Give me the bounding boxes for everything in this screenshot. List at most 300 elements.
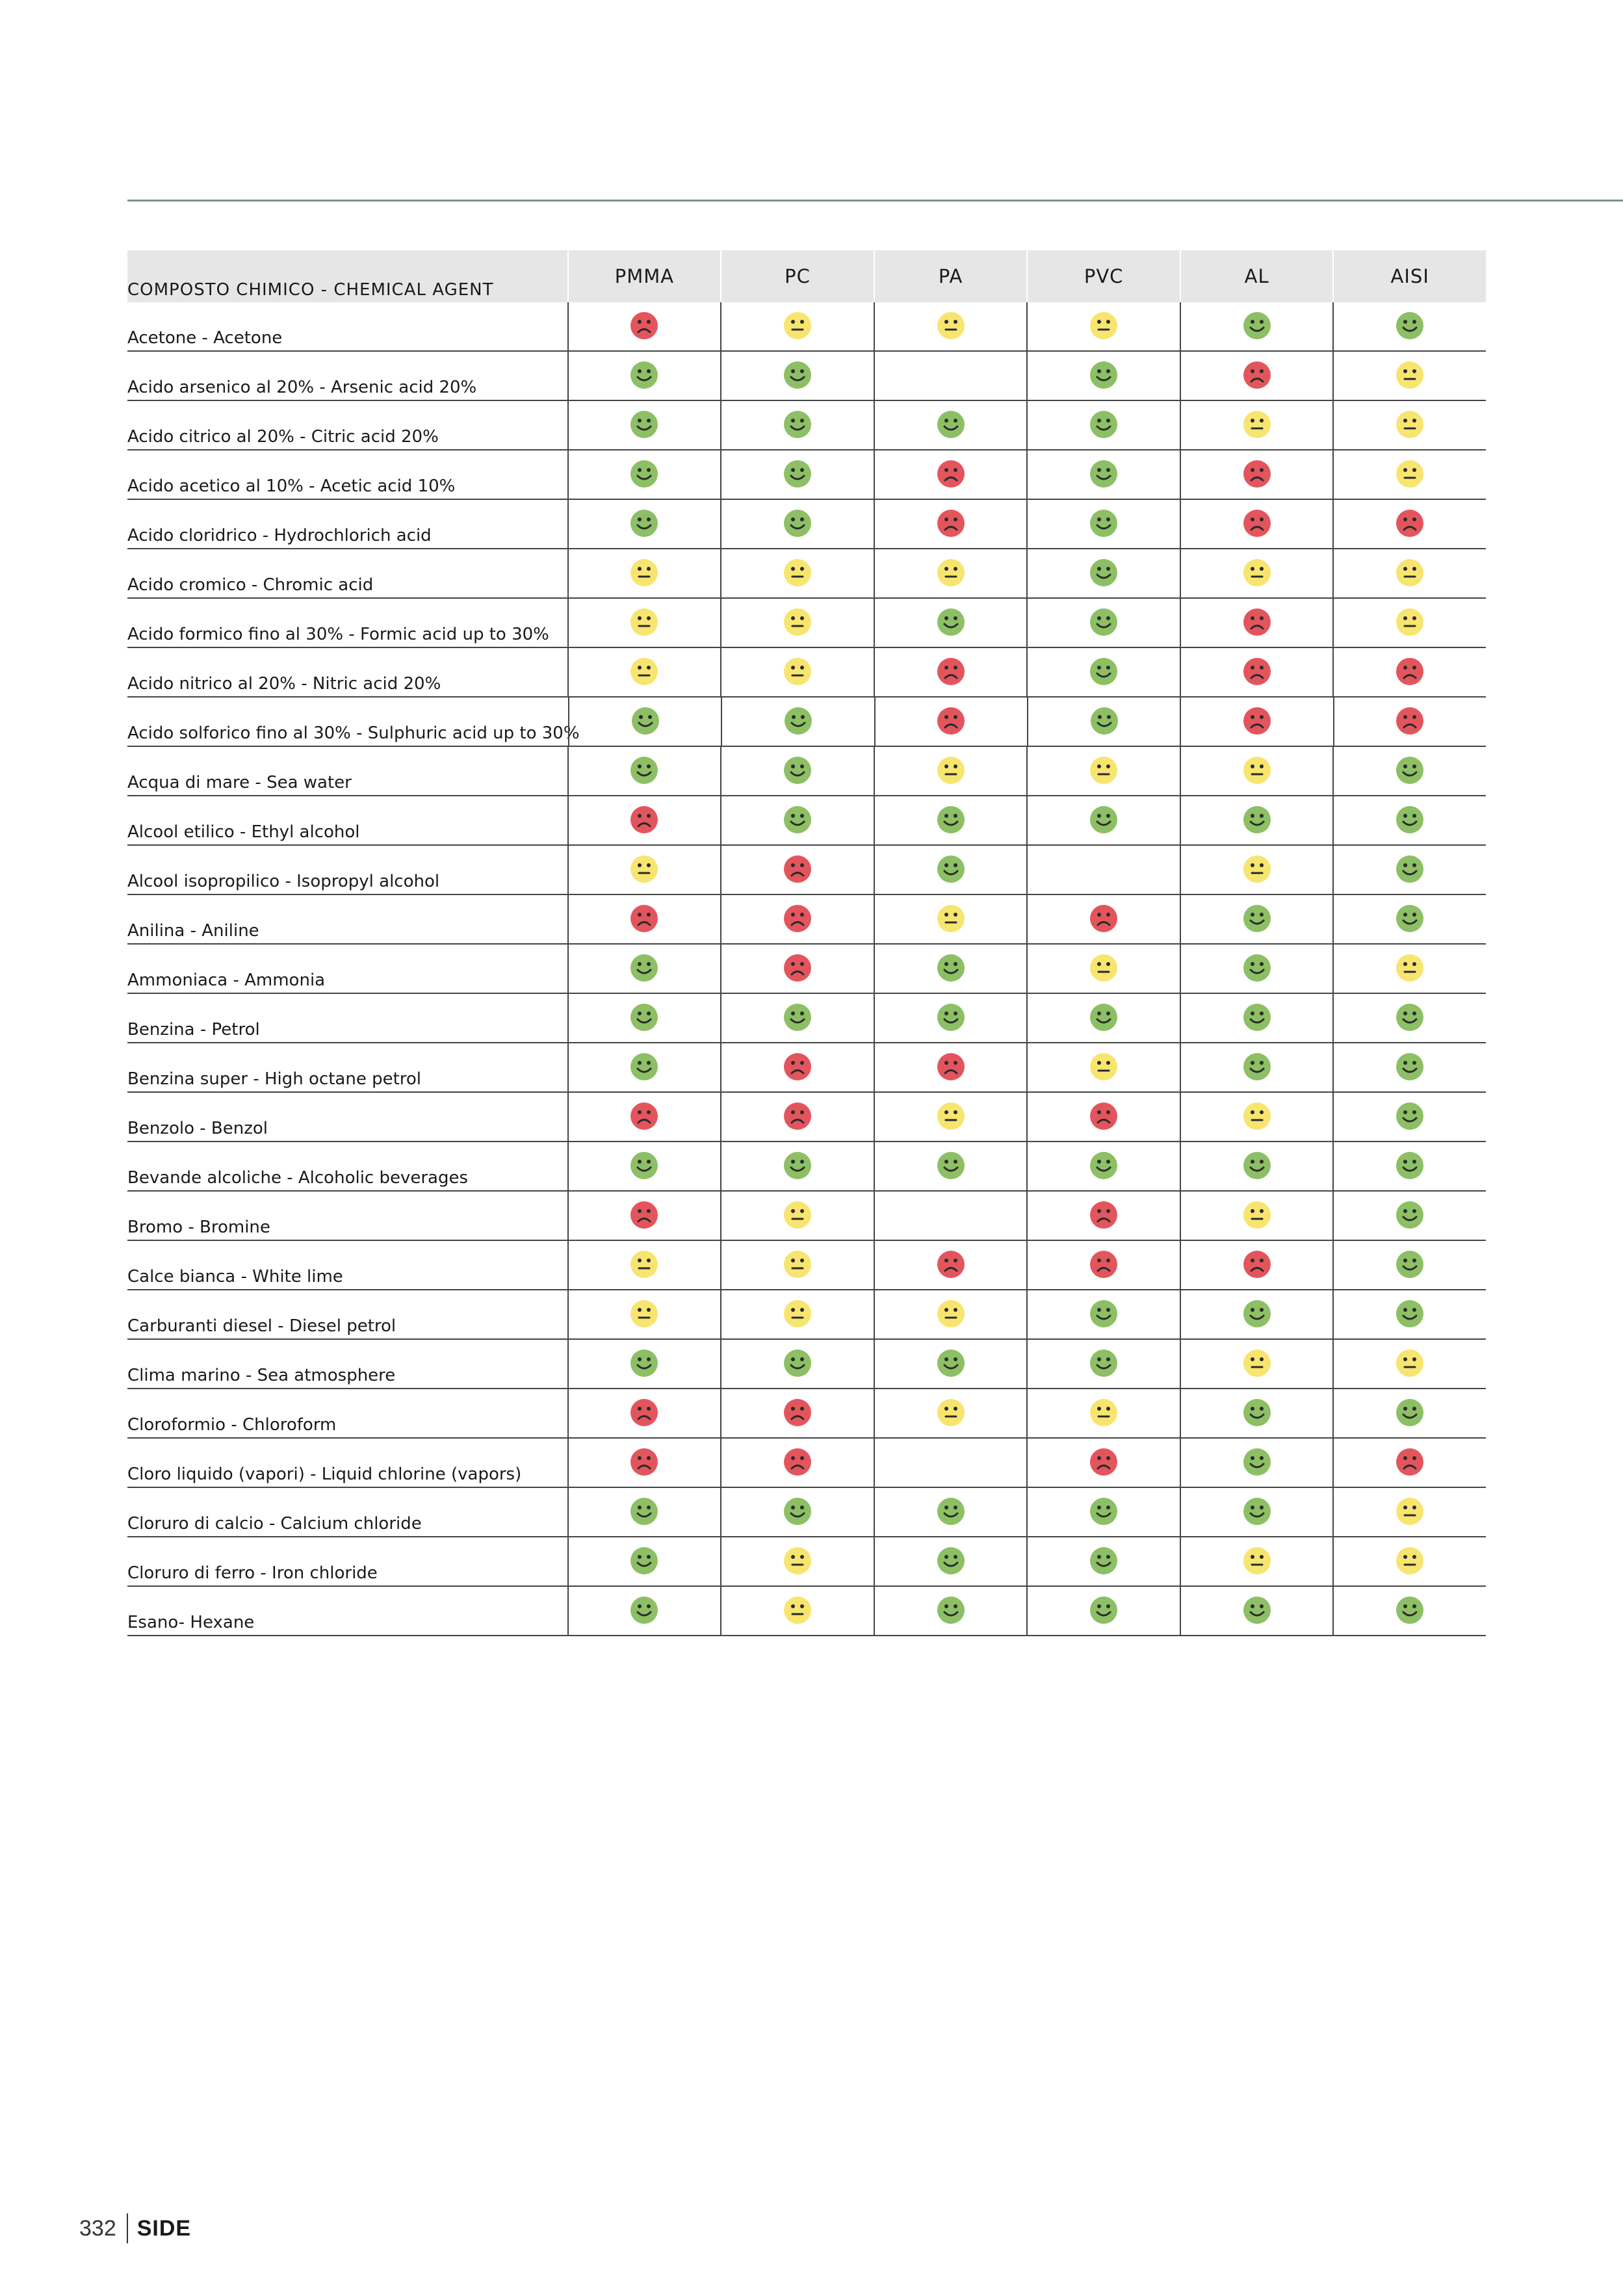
brand-logo: SIDE xyxy=(136,2215,192,2241)
top-divider xyxy=(127,200,1623,202)
rating-cell xyxy=(720,796,874,844)
rating-cell xyxy=(1332,994,1486,1042)
medium-face-icon xyxy=(1089,311,1119,341)
rating-cell xyxy=(567,1241,721,1289)
medium-face-icon xyxy=(1395,1348,1425,1378)
good-face-icon xyxy=(629,1348,659,1378)
rating-cell xyxy=(1026,1439,1180,1487)
good-face-icon xyxy=(629,1052,659,1082)
rating-cell xyxy=(1026,1241,1180,1289)
rating-cell xyxy=(720,1290,874,1338)
rating-cell xyxy=(720,846,874,894)
rating-cell xyxy=(1332,549,1486,597)
rating-cell xyxy=(874,1142,1027,1190)
rating-cell xyxy=(1180,648,1333,696)
chemical-name: Acetone - Acetone xyxy=(127,328,283,348)
good-face-icon xyxy=(783,706,813,736)
medium-face-icon xyxy=(1242,854,1272,884)
rating-cell xyxy=(1026,1340,1180,1388)
rating-cell xyxy=(1180,1043,1333,1091)
rating-cell xyxy=(1332,747,1486,795)
good-face-icon xyxy=(936,410,966,439)
chemical-name: Acido cloridrico - Hydrochlorich acid xyxy=(127,526,432,545)
good-face-icon xyxy=(936,1496,966,1526)
rating-cell xyxy=(1332,945,1486,993)
chemical-name: Clima marino - Sea atmosphere xyxy=(127,1366,396,1385)
medium-face-icon xyxy=(783,558,812,588)
bad-face-icon xyxy=(1242,1249,1272,1279)
bad-face-icon xyxy=(936,1249,966,1279)
good-face-icon xyxy=(1395,1101,1425,1131)
rating-cell xyxy=(720,1488,874,1536)
rating-cell xyxy=(1180,994,1333,1042)
bad-face-icon xyxy=(936,657,966,686)
good-face-icon xyxy=(629,953,659,983)
chemical-name: Esano- Hexane xyxy=(127,1613,255,1632)
rating-cell xyxy=(874,648,1027,696)
bad-face-icon xyxy=(629,1101,659,1131)
good-face-icon xyxy=(1089,1299,1119,1329)
medium-face-icon xyxy=(1089,1052,1119,1082)
rating-cell xyxy=(1180,1488,1333,1536)
good-face-icon xyxy=(936,854,966,884)
rating-cell xyxy=(874,599,1027,647)
good-face-icon xyxy=(1242,1496,1272,1526)
rating-cell xyxy=(720,1439,874,1487)
bad-face-icon xyxy=(1089,1249,1119,1279)
rating-cell xyxy=(567,945,721,993)
chemical-name: Acqua di mare - Sea water xyxy=(127,773,352,792)
rating-cell xyxy=(1026,945,1180,993)
good-face-icon xyxy=(783,755,812,785)
bad-face-icon xyxy=(629,1447,659,1477)
medium-face-icon xyxy=(1242,1348,1272,1378)
table-row xyxy=(127,945,1486,994)
bad-face-icon xyxy=(629,904,659,933)
table-header-row xyxy=(127,250,1486,302)
table-row xyxy=(127,698,1486,747)
rating-cell xyxy=(1180,1587,1333,1635)
rating-cell xyxy=(1026,1093,1180,1141)
bad-face-icon xyxy=(629,311,659,341)
header-al: AL xyxy=(1180,250,1333,302)
rating-cell xyxy=(720,1142,874,1190)
rating-cell xyxy=(874,401,1027,449)
good-face-icon xyxy=(629,410,659,439)
rating-cell xyxy=(1332,1587,1486,1635)
rating-cell xyxy=(874,895,1027,943)
rating-cell xyxy=(874,1537,1027,1585)
rating-cell xyxy=(720,994,874,1042)
rating-cell xyxy=(567,500,721,548)
good-face-icon xyxy=(783,805,812,835)
rating-cell xyxy=(1180,747,1333,795)
good-face-icon xyxy=(1242,1002,1272,1032)
good-face-icon xyxy=(1395,1002,1425,1032)
good-face-icon xyxy=(936,805,966,835)
rating-cell xyxy=(567,994,721,1042)
rating-cell xyxy=(720,1192,874,1240)
good-face-icon xyxy=(783,1496,812,1526)
rating-cell xyxy=(1180,698,1332,746)
chemical-resistance-table xyxy=(127,250,1486,1636)
rating-cell xyxy=(567,352,721,400)
rating-cell xyxy=(567,1488,721,1536)
rating-cell xyxy=(567,450,721,499)
rating-cell xyxy=(1180,352,1333,400)
chemical-name: Acido cromico - Chromic acid xyxy=(127,575,374,595)
good-face-icon xyxy=(936,953,966,983)
rating-cell xyxy=(1180,302,1333,350)
good-face-icon xyxy=(629,360,659,390)
rating-cell xyxy=(1332,599,1486,647)
rating-cell xyxy=(874,549,1027,597)
good-face-icon xyxy=(1395,755,1425,785)
good-face-icon xyxy=(1395,1200,1425,1230)
rating-cell xyxy=(1180,1389,1333,1437)
table-row xyxy=(127,549,1486,599)
good-face-icon xyxy=(1395,854,1425,884)
rating-cell xyxy=(567,1537,721,1585)
rating-cell xyxy=(1332,1192,1486,1240)
rating-cell xyxy=(1026,1389,1180,1437)
table-row xyxy=(127,1192,1486,1241)
rating-cell xyxy=(567,302,721,350)
medium-face-icon xyxy=(1242,1101,1272,1131)
rating-cell xyxy=(567,796,721,844)
rating-cell xyxy=(720,1241,874,1289)
table-row xyxy=(127,1093,1486,1142)
rating-cell xyxy=(1332,1290,1486,1338)
rating-cell xyxy=(1180,401,1333,449)
rating-cell xyxy=(1332,352,1486,400)
bad-face-icon xyxy=(936,508,966,538)
rating-cell xyxy=(1026,302,1180,350)
medium-face-icon xyxy=(1395,1546,1425,1576)
rating-cell xyxy=(1332,846,1486,894)
rating-cell xyxy=(1026,500,1180,548)
medium-face-icon xyxy=(629,1299,659,1329)
table-row xyxy=(127,747,1486,796)
rating-cell xyxy=(720,401,874,449)
rating-cell xyxy=(874,994,1027,1042)
rating-cell xyxy=(1026,1488,1180,1536)
good-face-icon xyxy=(1089,657,1119,686)
bad-face-icon xyxy=(1089,1101,1119,1131)
medium-face-icon xyxy=(629,607,659,637)
rating-cell xyxy=(874,796,1027,844)
rating-cell xyxy=(567,1439,721,1487)
rating-cell xyxy=(1332,1439,1486,1487)
good-face-icon xyxy=(783,1151,812,1181)
rating-cell xyxy=(720,352,874,400)
rating-cell xyxy=(1332,796,1486,844)
medium-face-icon xyxy=(1242,755,1272,785)
rating-cell xyxy=(1180,1537,1333,1585)
rating-cell xyxy=(1332,648,1486,696)
good-face-icon xyxy=(629,508,659,538)
table-row xyxy=(127,1488,1486,1537)
chemical-name: Benzolo - Benzol xyxy=(127,1119,268,1138)
rating-cell xyxy=(720,648,874,696)
good-face-icon xyxy=(1089,1348,1119,1378)
rating-cell xyxy=(720,302,874,350)
rating-cell xyxy=(720,1389,874,1437)
good-face-icon xyxy=(1242,311,1272,341)
medium-face-icon xyxy=(783,1299,812,1329)
good-face-icon xyxy=(1089,558,1119,588)
bad-face-icon xyxy=(936,706,966,736)
medium-face-icon xyxy=(1395,953,1425,983)
good-face-icon xyxy=(1242,805,1272,835)
table-row xyxy=(127,1587,1486,1636)
bad-face-icon xyxy=(1089,1200,1119,1230)
rating-cell xyxy=(567,599,721,647)
good-face-icon xyxy=(1089,1496,1119,1526)
bad-face-icon xyxy=(783,1447,812,1477)
rating-cell xyxy=(1026,1192,1180,1240)
bad-face-icon xyxy=(629,1200,659,1230)
rating-cell xyxy=(874,1488,1027,1536)
rating-cell xyxy=(1332,401,1486,449)
good-face-icon xyxy=(936,607,966,637)
rating-cell xyxy=(874,945,1027,993)
rating-cell xyxy=(1332,1142,1486,1190)
good-face-icon xyxy=(783,508,812,538)
rating-cell xyxy=(721,698,874,746)
rating-cell xyxy=(1180,945,1333,993)
medium-face-icon xyxy=(629,657,659,686)
medium-face-icon xyxy=(936,558,966,588)
chemical-name: Cloro liquido (vapori) - Liquid chlorine (vapors) xyxy=(127,1465,522,1484)
good-face-icon xyxy=(629,1002,659,1032)
good-face-icon xyxy=(936,1348,966,1378)
table-row xyxy=(127,1241,1486,1290)
medium-face-icon xyxy=(1395,410,1425,439)
medium-face-icon xyxy=(1089,1398,1119,1428)
good-face-icon xyxy=(1089,360,1119,390)
table-row xyxy=(127,1290,1486,1340)
rating-cell xyxy=(1332,1488,1486,1536)
chemical-name: Bromo - Bromine xyxy=(127,1218,270,1237)
rating-cell xyxy=(874,1290,1027,1338)
table-row xyxy=(127,352,1486,401)
good-face-icon xyxy=(1395,1398,1425,1428)
rating-cell xyxy=(1180,1439,1333,1487)
header-pc: PC xyxy=(720,250,874,302)
good-face-icon xyxy=(1242,953,1272,983)
medium-face-icon xyxy=(1089,755,1119,785)
good-face-icon xyxy=(1089,1595,1119,1625)
good-face-icon xyxy=(1089,508,1119,538)
table-row xyxy=(127,1340,1486,1389)
good-face-icon xyxy=(936,1002,966,1032)
good-face-icon xyxy=(1242,904,1272,933)
rating-cell xyxy=(1180,846,1333,894)
rating-cell xyxy=(567,1587,721,1635)
chemical-name: Alcool isopropilico - Isopropyl alcohol xyxy=(127,872,440,891)
bad-face-icon xyxy=(783,953,812,983)
rating-cell xyxy=(567,1142,721,1190)
rating-cell xyxy=(874,1587,1027,1635)
good-face-icon xyxy=(1089,1546,1119,1576)
medium-face-icon xyxy=(936,755,966,785)
good-face-icon xyxy=(629,459,659,489)
good-face-icon xyxy=(1089,410,1119,439)
rating-cell xyxy=(567,549,721,597)
rating-cell xyxy=(567,1389,721,1437)
rating-cell xyxy=(1026,1142,1180,1190)
bad-face-icon xyxy=(783,1101,812,1131)
medium-face-icon xyxy=(1395,607,1425,637)
medium-face-icon xyxy=(629,854,659,884)
good-face-icon xyxy=(1242,1595,1272,1625)
rating-cell xyxy=(720,895,874,943)
good-face-icon xyxy=(783,410,812,439)
medium-face-icon xyxy=(1395,558,1425,588)
rating-cell xyxy=(720,1043,874,1091)
medium-face-icon xyxy=(1242,1546,1272,1576)
good-face-icon xyxy=(630,706,660,736)
chemical-name: Cloroformio - Chloroform xyxy=(127,1415,337,1435)
good-face-icon xyxy=(629,1496,659,1526)
rating-cell xyxy=(1026,648,1180,696)
rating-cell xyxy=(720,500,874,548)
table-row xyxy=(127,895,1486,945)
medium-face-icon xyxy=(1242,1200,1272,1230)
rating-cell xyxy=(1026,1537,1180,1585)
rating-cell xyxy=(1180,500,1333,548)
table-row xyxy=(127,648,1486,698)
chemical-name: Acido citrico al 20% - Citric acid 20% xyxy=(127,427,439,447)
table-row xyxy=(127,1043,1486,1093)
good-face-icon xyxy=(1089,1002,1119,1032)
rating-cell xyxy=(567,1093,721,1141)
table-row xyxy=(127,302,1486,352)
rating-cell xyxy=(874,846,1027,894)
good-face-icon xyxy=(1395,311,1425,341)
table-row xyxy=(127,1439,1486,1488)
header-chemical-agent: COMPOSTO CHIMICO - CHEMICAL AGENT xyxy=(127,280,494,300)
chemical-name: Bevande alcoliche - Alcoholic beverages xyxy=(127,1168,469,1188)
good-face-icon xyxy=(1242,1299,1272,1329)
rating-cell xyxy=(874,698,1027,746)
rating-cell xyxy=(1180,1142,1333,1190)
table-row xyxy=(127,450,1486,500)
rating-cell xyxy=(1026,1587,1180,1635)
chemical-name: Acido solforico fino al 30% - Sulphuric acid up to 30% xyxy=(127,724,580,743)
header-pmma: PMMA xyxy=(567,250,721,302)
rating-cell xyxy=(567,1290,721,1338)
rating-cell xyxy=(567,1340,721,1388)
table-row xyxy=(127,796,1486,846)
medium-face-icon xyxy=(783,1595,812,1625)
good-face-icon xyxy=(1395,1052,1425,1082)
chemical-name: Benzina super - High octane petrol xyxy=(127,1069,422,1089)
table-row xyxy=(127,994,1486,1043)
chemical-name: Calce bianca - White lime xyxy=(127,1267,343,1286)
bad-face-icon xyxy=(936,1052,966,1082)
rating-cell xyxy=(1026,549,1180,597)
medium-face-icon xyxy=(936,1398,966,1428)
rating-cell xyxy=(1026,401,1180,449)
rating-cell xyxy=(874,1093,1027,1141)
medium-face-icon xyxy=(936,904,966,933)
rating-cell xyxy=(1332,1241,1486,1289)
bad-face-icon xyxy=(1395,1447,1425,1477)
bad-face-icon xyxy=(1395,657,1425,686)
medium-face-icon xyxy=(936,311,966,341)
bad-face-icon xyxy=(1242,459,1272,489)
good-face-icon xyxy=(629,1151,659,1181)
bad-face-icon xyxy=(783,1398,812,1428)
good-face-icon xyxy=(1395,1151,1425,1181)
chemical-name: Anilina - Aniline xyxy=(127,921,259,941)
table-body xyxy=(127,302,1486,1636)
bad-face-icon xyxy=(1242,657,1272,686)
bad-face-icon xyxy=(1242,706,1272,736)
good-face-icon xyxy=(1089,805,1119,835)
rating-cell xyxy=(1332,500,1486,548)
bad-face-icon xyxy=(629,805,659,835)
rating-cell xyxy=(874,1389,1027,1437)
rating-cell xyxy=(1333,698,1486,746)
rating-cell xyxy=(1180,1093,1333,1141)
table-row xyxy=(127,599,1486,648)
medium-face-icon xyxy=(783,1200,812,1230)
rating-cell xyxy=(1027,698,1180,746)
good-face-icon xyxy=(1089,607,1119,637)
good-face-icon xyxy=(1089,706,1119,736)
chemical-name: Cloruro di calcio - Calcium chloride xyxy=(127,1514,422,1533)
rating-cell xyxy=(1026,1043,1180,1091)
rating-cell xyxy=(1180,450,1333,499)
good-face-icon xyxy=(1089,1151,1119,1181)
table-row xyxy=(127,401,1486,450)
rating-cell xyxy=(874,1043,1027,1091)
rating-cell xyxy=(1026,796,1180,844)
medium-face-icon xyxy=(1242,558,1272,588)
rating-cell xyxy=(567,648,721,696)
table-row xyxy=(127,846,1486,895)
bad-face-icon xyxy=(1242,508,1272,538)
rating-cell xyxy=(1026,599,1180,647)
bad-face-icon xyxy=(1395,706,1425,736)
header-aisi: AISI xyxy=(1332,250,1486,302)
good-face-icon xyxy=(783,1348,812,1378)
rating-cell xyxy=(874,500,1027,548)
good-face-icon xyxy=(629,1546,659,1576)
medium-face-icon xyxy=(1089,953,1119,983)
rating-cell xyxy=(567,1192,721,1240)
bad-face-icon xyxy=(1242,360,1272,390)
bad-face-icon xyxy=(783,1052,812,1082)
good-face-icon xyxy=(1395,1595,1425,1625)
rating-cell xyxy=(1332,1093,1486,1141)
medium-face-icon xyxy=(629,558,659,588)
good-face-icon xyxy=(1395,805,1425,835)
chemical-name: Cloruro di ferro - Iron chloride xyxy=(127,1563,378,1583)
rating-cell xyxy=(1026,352,1180,400)
page-number: 332 xyxy=(79,2215,116,2241)
good-face-icon xyxy=(1242,1398,1272,1428)
good-face-icon xyxy=(783,360,812,390)
rating-cell xyxy=(1180,1340,1333,1388)
medium-face-icon xyxy=(1395,360,1425,390)
chemical-name: Alcool etilico - Ethyl alcohol xyxy=(127,822,360,842)
medium-face-icon xyxy=(783,1546,812,1576)
chemical-name: Benzina - Petrol xyxy=(127,1020,260,1039)
